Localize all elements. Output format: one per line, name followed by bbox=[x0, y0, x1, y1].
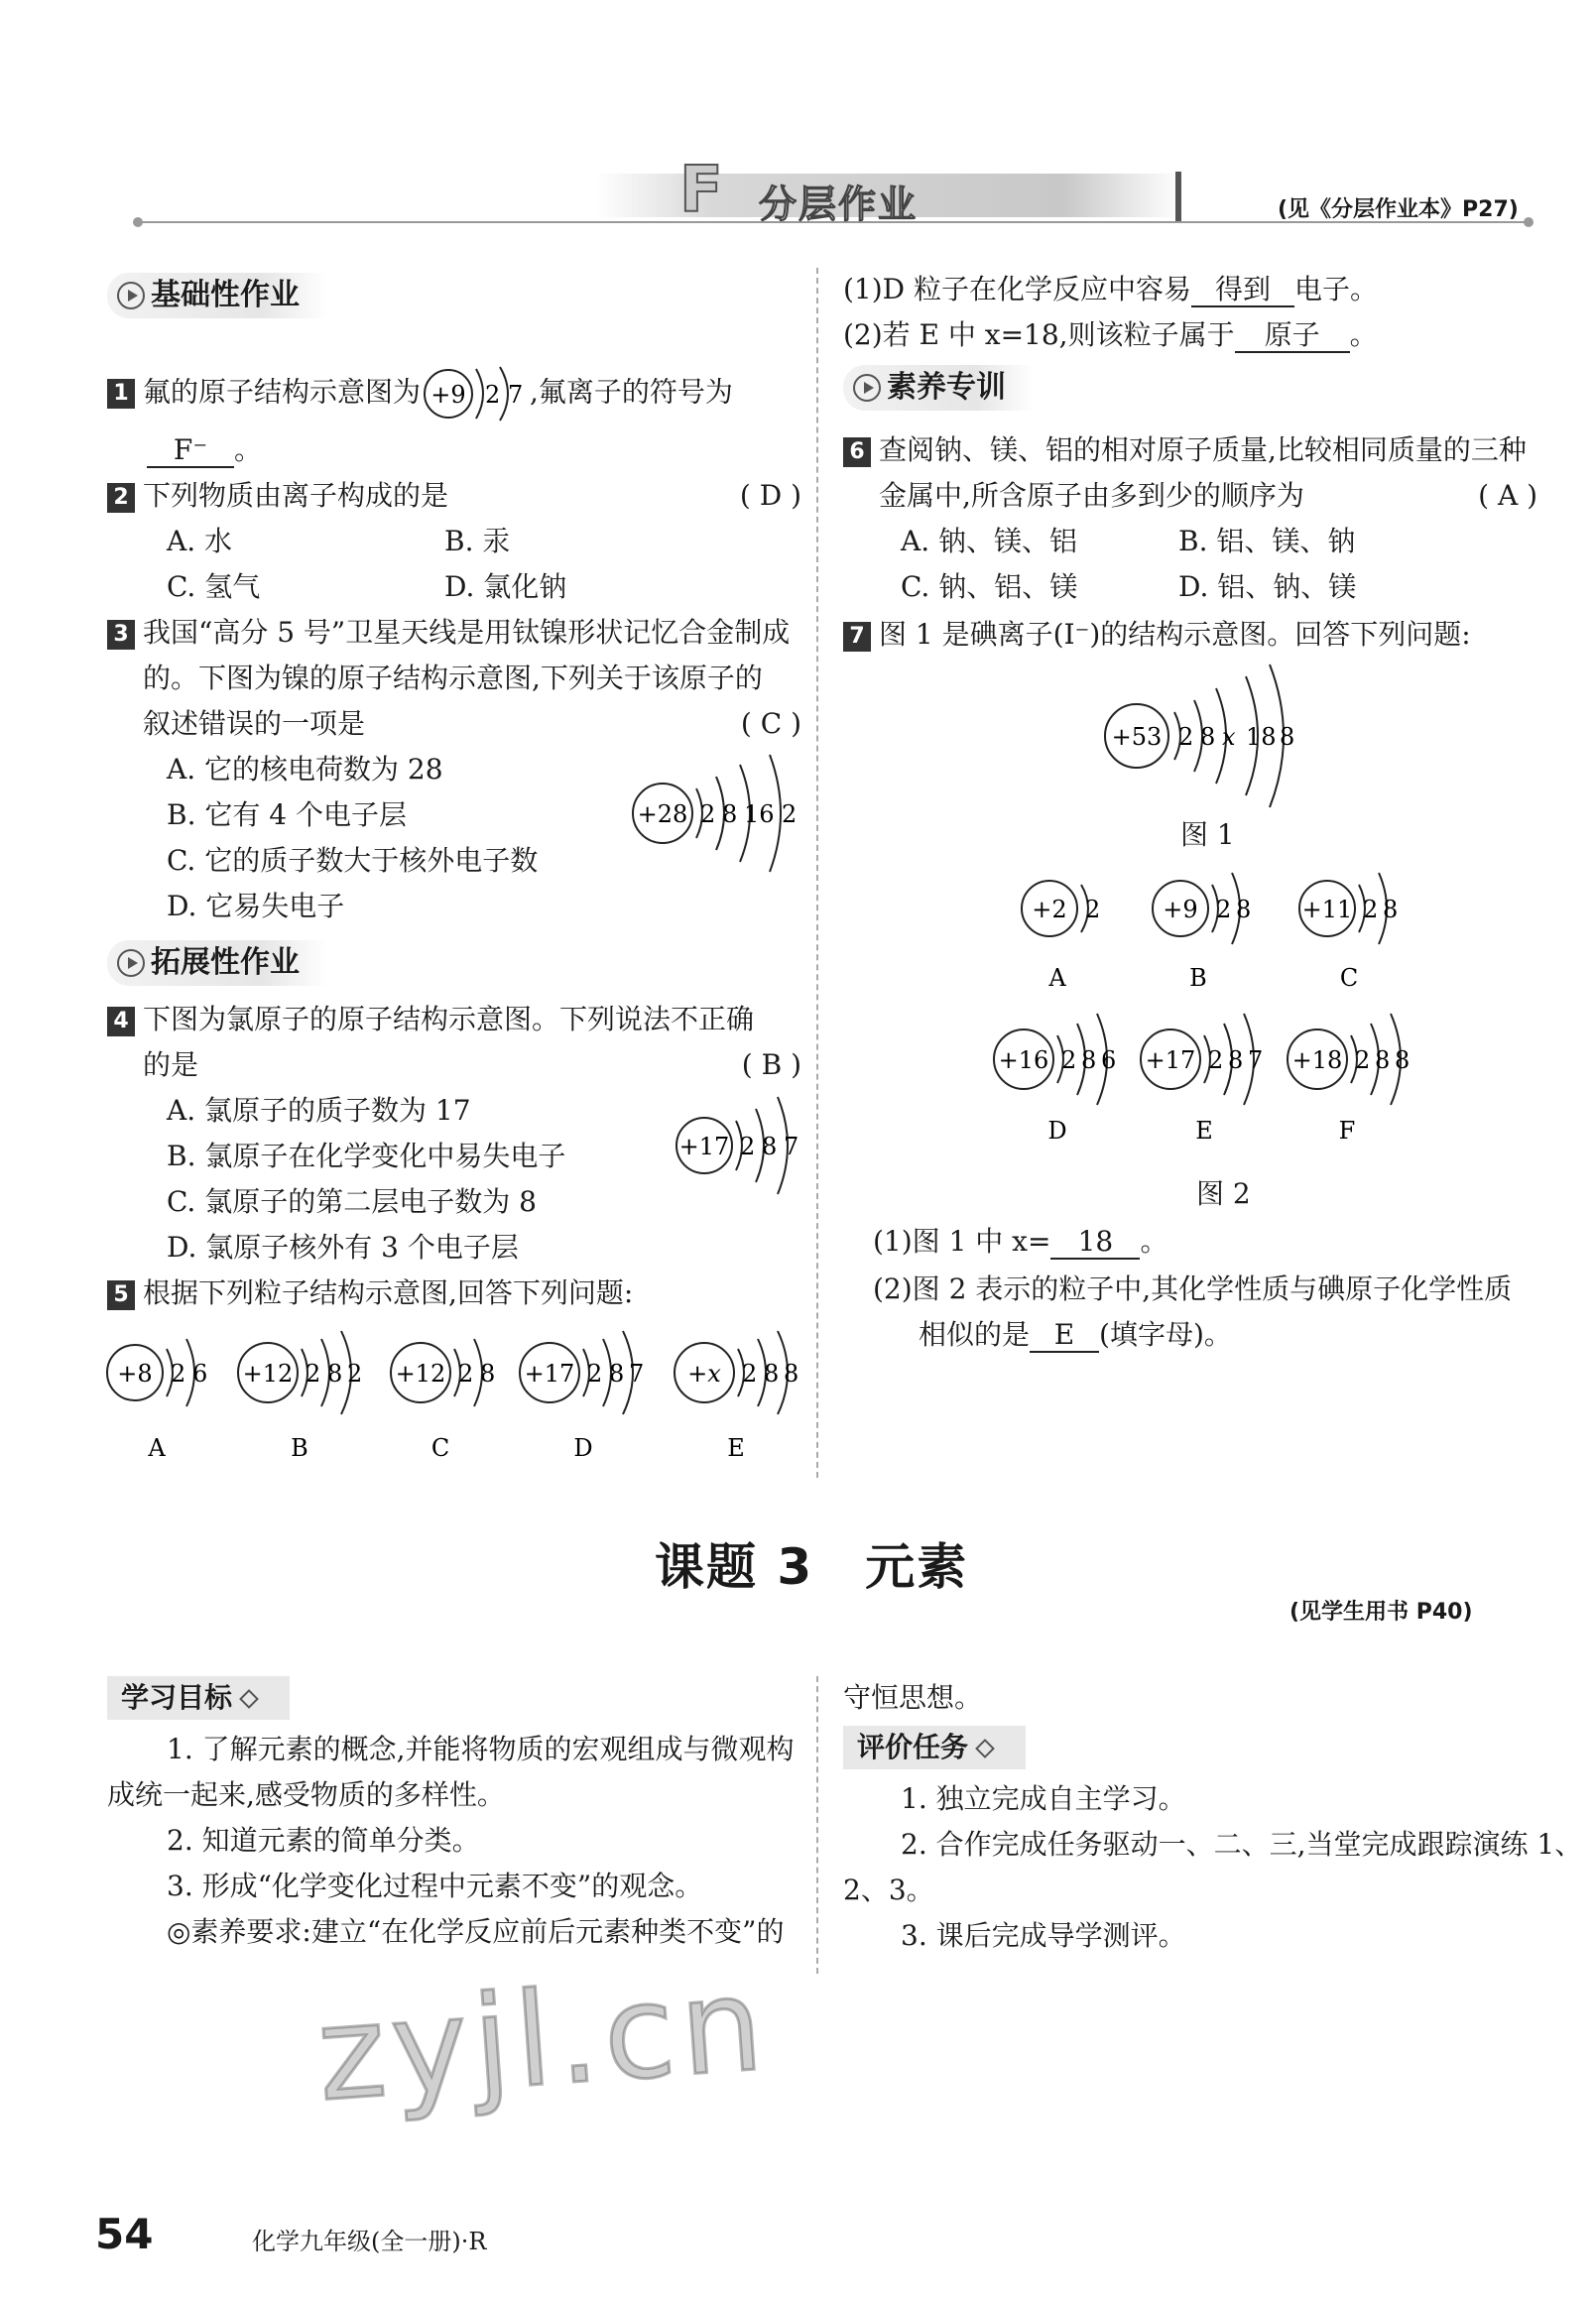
q3-answer: ( C ) bbox=[740, 707, 801, 740]
diamond-icon bbox=[975, 1739, 995, 1758]
q2-option-b: B. 汞 bbox=[444, 525, 511, 557]
q4-line1: 4 下图为氯原子的原子结构示意图。下列说法不正确 bbox=[107, 1000, 754, 1039]
particle-b bbox=[238, 1331, 362, 1462]
shell-electrons: 8 bbox=[1236, 896, 1252, 923]
goal-line-3: 2. 知道元素的简单分类。 bbox=[167, 1824, 480, 1857]
q6-option-a: A. 钠、镁、铝 bbox=[901, 525, 1078, 557]
particle-f bbox=[1288, 1014, 1410, 1145]
column-divider-top bbox=[816, 268, 818, 1478]
goal-line-5: ◎素养要求:建立“在化学反应前后元素种类不变”的 bbox=[167, 1915, 785, 1948]
task-line-2: 2. 合作完成任务驱动一、二、三,当堂完成跟踪演练 1、 bbox=[901, 1828, 1583, 1861]
nucleus-charge: +17 bbox=[524, 1360, 575, 1388]
q6-option-b: B. 铝、镁、钠 bbox=[1178, 525, 1356, 557]
banner-title: 分层作业 bbox=[759, 182, 919, 226]
q5-line: 5 根据下列粒子结构示意图,回答下列问题: bbox=[107, 1273, 633, 1313]
arrow-icon bbox=[853, 374, 881, 402]
q5-number: 5 bbox=[107, 1280, 135, 1310]
banner-logo-f: F bbox=[679, 154, 723, 227]
banner-bar bbox=[1175, 172, 1181, 221]
shell-electrons: 7 bbox=[784, 1133, 799, 1160]
q4-option-d: D. 氯原子核外有 3 个电子层 bbox=[167, 1231, 519, 1264]
q7-sub1-answer: 18 bbox=[1050, 1226, 1140, 1260]
goal-line-4: 3. 形成“化学变化过程中元素不变”的观念。 bbox=[167, 1870, 703, 1902]
banner-dot-right bbox=[1524, 217, 1534, 227]
q4-answer: ( B ) bbox=[741, 1048, 801, 1081]
q2-line bbox=[107, 476, 801, 516]
q7-sub2-answer: E bbox=[1030, 1319, 1099, 1353]
shell-electrons: 2 bbox=[782, 800, 798, 828]
q4-option-c: C. 氯原子的第二层电子数为 8 bbox=[167, 1185, 537, 1218]
q7-sub2-line2: 相似的是 E (填字母)。 bbox=[919, 1318, 1232, 1351]
shell-electrons: 2 bbox=[742, 1360, 758, 1388]
shell-electrons: 2 bbox=[1363, 896, 1379, 923]
q5-sub2-answer: 原子 bbox=[1235, 319, 1350, 353]
shell-electrons: 2 bbox=[347, 1360, 363, 1388]
shell-electrons: 8 bbox=[1081, 1046, 1097, 1074]
q6-option-c: C. 钠、铝、镁 bbox=[901, 570, 1078, 603]
q2-text: 下列物质由离子构成的是 bbox=[143, 479, 449, 512]
shell-electrons: 2 bbox=[485, 381, 501, 409]
particle-b bbox=[1153, 873, 1251, 992]
shell-electrons: 2 bbox=[1355, 1046, 1371, 1074]
q1-answer: F⁻ bbox=[147, 434, 234, 468]
shell-electrons: 7 bbox=[1248, 1046, 1264, 1074]
lesson-title: 课题 3 元素 bbox=[655, 1538, 969, 1596]
q6-number: 6 bbox=[843, 437, 871, 467]
particle-e bbox=[675, 1331, 798, 1462]
goal-line-2: 成统一起来,感受物质的多样性。 bbox=[107, 1778, 505, 1811]
shell-electrons: 6 bbox=[192, 1360, 208, 1388]
lesson-reference: (见学生用书 P40) bbox=[1289, 1600, 1473, 1625]
particle-c bbox=[391, 1339, 495, 1462]
shell-electrons: 8 bbox=[1228, 1046, 1244, 1074]
nucleus-charge: +9 bbox=[430, 381, 466, 409]
q1-line2 bbox=[147, 430, 262, 470]
shell-electrons: 8 bbox=[764, 1360, 780, 1388]
q1-text-after: ,氟离子的符号为 bbox=[530, 375, 733, 409]
q3-line2: 的。下图为镍的原子结构示意图,下列关于该原子的 bbox=[143, 662, 763, 694]
task-line-1: 1. 独立完成自主学习。 bbox=[901, 1782, 1186, 1815]
q7-line: 7 图 1 是碘离子(I⁻)的结构示意图。回答下列问题: bbox=[843, 615, 1471, 655]
particle-label: A bbox=[148, 1434, 166, 1462]
q4-line2: 的是 ( B ) bbox=[143, 1045, 801, 1085]
particle-a bbox=[1022, 881, 1100, 992]
section-extend: 拓展性作业 bbox=[107, 940, 327, 986]
q5-sub1-answer: 得到 bbox=[1191, 274, 1294, 307]
particle-label: B bbox=[1189, 964, 1207, 992]
q7-fig1-caption: 图 1 bbox=[1180, 818, 1235, 851]
shell-electrons: x bbox=[1222, 723, 1236, 751]
shell-electrons: 16 bbox=[744, 800, 775, 828]
particle-a bbox=[107, 1339, 207, 1462]
q6-line2: 金属中,所含原子由多到少的顺序为 ( A ) bbox=[879, 476, 1537, 516]
q6-option-d: D. 铝、钠、镁 bbox=[1178, 570, 1357, 603]
task-line-4: 3. 课后完成导学测评。 bbox=[901, 1919, 1186, 1952]
nucleus-charge: +12 bbox=[395, 1360, 446, 1388]
nucleus-charge: +53 bbox=[1111, 723, 1163, 751]
shell-electrons: 7 bbox=[508, 381, 524, 409]
goal-line-1: 1. 了解元素的概念,并能将物质的宏观组成与微观构 bbox=[167, 1733, 795, 1765]
shell-arc bbox=[500, 367, 508, 421]
q5-sub2: (2)若 E 中 x=18,则该粒子属于 原子 。 bbox=[843, 318, 1378, 351]
q7-sub2-line1: (2)图 2 表示的粒子中,其化学性质与碘原子化学性质 bbox=[873, 1272, 1513, 1305]
nucleus-charge: +8 bbox=[117, 1360, 153, 1388]
q5-sub1: (1)D 粒子在化学反应中容易 得到 电子。 bbox=[843, 273, 1379, 305]
q3-option-a: A. 它的核电荷数为 28 bbox=[167, 753, 443, 786]
nucleus-charge: +9 bbox=[1163, 896, 1198, 923]
q3-option-d: D. 它易失电子 bbox=[167, 890, 345, 922]
diamond-icon bbox=[239, 1689, 259, 1709]
shell-electrons: 8 bbox=[1395, 1046, 1411, 1074]
shell-electrons: 2 bbox=[171, 1360, 186, 1388]
q4-option-a: A. 氯原子的质子数为 17 bbox=[167, 1094, 471, 1127]
nucleus-charge: +16 bbox=[998, 1046, 1049, 1074]
watermark: zyjl.cn bbox=[312, 1948, 774, 2130]
shell-electrons: 2 bbox=[1061, 1046, 1077, 1074]
q2-option-d: D. 氯化钠 bbox=[444, 570, 567, 603]
q1-line1 bbox=[107, 359, 733, 428]
particle-label: D bbox=[1047, 1117, 1067, 1145]
q6-answer: ( A ) bbox=[1478, 479, 1537, 512]
shell-electrons: 2 bbox=[740, 1133, 756, 1160]
nucleus-charge: +x bbox=[687, 1360, 721, 1388]
shell-electrons: 8 bbox=[784, 1360, 799, 1388]
shell-electrons: 2 bbox=[1178, 723, 1194, 751]
shell-electrons: 8 bbox=[609, 1360, 625, 1388]
shell-electrons: 2 bbox=[587, 1360, 603, 1388]
task-line-3: 2、3。 bbox=[843, 1874, 934, 1906]
particle-label: D bbox=[573, 1434, 593, 1462]
particle-label: C bbox=[1339, 964, 1359, 992]
column-divider-bottom bbox=[816, 1676, 818, 1974]
q4-number: 4 bbox=[107, 1007, 135, 1036]
shell-electrons: 8 bbox=[1200, 723, 1216, 751]
tasks-heading: 评价任务 bbox=[843, 1726, 1026, 1769]
section-basic: 基础性作业 bbox=[107, 273, 327, 318]
particle-label: F bbox=[1338, 1117, 1356, 1145]
q1-text: 氟的原子结构示意图为 bbox=[143, 375, 422, 409]
shell-electrons: 7 bbox=[629, 1360, 645, 1388]
q2-option-c: C. 氢气 bbox=[167, 570, 261, 603]
nucleus-charge: +12 bbox=[242, 1360, 294, 1388]
particle-label: E bbox=[1195, 1117, 1213, 1145]
q3-number: 3 bbox=[107, 620, 135, 650]
q3-option-b: B. 它有 4 个电子层 bbox=[167, 798, 407, 831]
q5-diagrams bbox=[99, 1329, 813, 1468]
q2-number: 2 bbox=[107, 483, 135, 513]
shell-electrons: 2 bbox=[1216, 896, 1232, 923]
particle-label: C bbox=[430, 1434, 450, 1462]
q6-line1: 6 查阅钠、镁、铝的相对原子质量,比较相同质量的三种 bbox=[843, 430, 1527, 470]
nucleus-charge: +17 bbox=[1145, 1046, 1196, 1074]
particle-label: E bbox=[727, 1434, 745, 1462]
shell-electrons: 2 bbox=[1085, 896, 1101, 923]
q7-number: 7 bbox=[843, 622, 871, 652]
particle-label: A bbox=[1048, 964, 1066, 992]
shell-electrons: 8 bbox=[762, 1133, 778, 1160]
nucleus-charge: +28 bbox=[637, 800, 688, 828]
shell-electrons: 18 bbox=[1246, 723, 1277, 751]
shell-electrons: 8 bbox=[1383, 896, 1399, 923]
q3-line1: 3 我国“高分 5 号”卫星天线是用钛镍形状记忆合金制成 bbox=[107, 613, 790, 653]
shell-electrons: 8 bbox=[1280, 723, 1295, 751]
nucleus-charge: +11 bbox=[1301, 896, 1353, 923]
q4-diagram bbox=[675, 1091, 803, 1200]
shell-electrons: 2 bbox=[700, 800, 716, 828]
shell-electrons: 8 bbox=[327, 1360, 343, 1388]
goals-heading: 学习目标 bbox=[107, 1676, 290, 1720]
shell-electrons: 6 bbox=[1101, 1046, 1117, 1074]
particle-label: B bbox=[291, 1434, 308, 1462]
nucleus-charge: +17 bbox=[678, 1133, 730, 1160]
footer-book: 化学九年级(全一册)·R bbox=[252, 2228, 487, 2255]
header-reference: (见《分层作业本》P27) bbox=[1278, 197, 1519, 222]
q3-line3: 叙述错误的一项是 ( C ) bbox=[143, 704, 801, 744]
q7-fig2 bbox=[992, 863, 1428, 1150]
shell-electrons: 2 bbox=[1208, 1046, 1224, 1074]
q1-end: 。 bbox=[234, 433, 263, 466]
particle-c bbox=[1299, 873, 1398, 992]
arrow-icon bbox=[117, 282, 145, 309]
page-number: 54 bbox=[95, 2210, 154, 2258]
shell-electrons: 8 bbox=[480, 1360, 496, 1388]
section-special: 素养专训 bbox=[843, 365, 1034, 411]
q2-answer: ( D ) bbox=[739, 479, 801, 512]
shell-electrons: 2 bbox=[306, 1360, 321, 1388]
arrow-icon bbox=[117, 949, 145, 977]
shell-electrons: 2 bbox=[458, 1360, 474, 1388]
q3-diagram bbox=[631, 749, 809, 878]
particle-d bbox=[994, 1014, 1116, 1145]
q7-fig2-caption: 图 2 bbox=[1196, 1177, 1251, 1210]
q1-number: 1 bbox=[107, 379, 135, 409]
nucleus-charge: +2 bbox=[1032, 896, 1067, 923]
particle-d bbox=[520, 1331, 644, 1462]
goal-continued: 守恒思想。 bbox=[843, 1681, 983, 1714]
q2-option-a: A. 水 bbox=[167, 525, 233, 557]
q7-sub1: (1)图 1 中 x= 18 。 bbox=[873, 1225, 1168, 1258]
q4-option-b: B. 氯原子在化学变化中易失电子 bbox=[167, 1140, 566, 1172]
particle-e bbox=[1141, 1014, 1263, 1145]
banner-dot-left bbox=[133, 217, 143, 227]
nucleus-charge: +18 bbox=[1291, 1046, 1343, 1074]
shell-arc bbox=[476, 369, 483, 419]
q1-diagram bbox=[421, 359, 530, 428]
q3-option-c: C. 它的质子数大于核外电子数 bbox=[167, 844, 539, 877]
shell-electrons: 8 bbox=[722, 800, 738, 828]
shell-electrons: 8 bbox=[1375, 1046, 1391, 1074]
